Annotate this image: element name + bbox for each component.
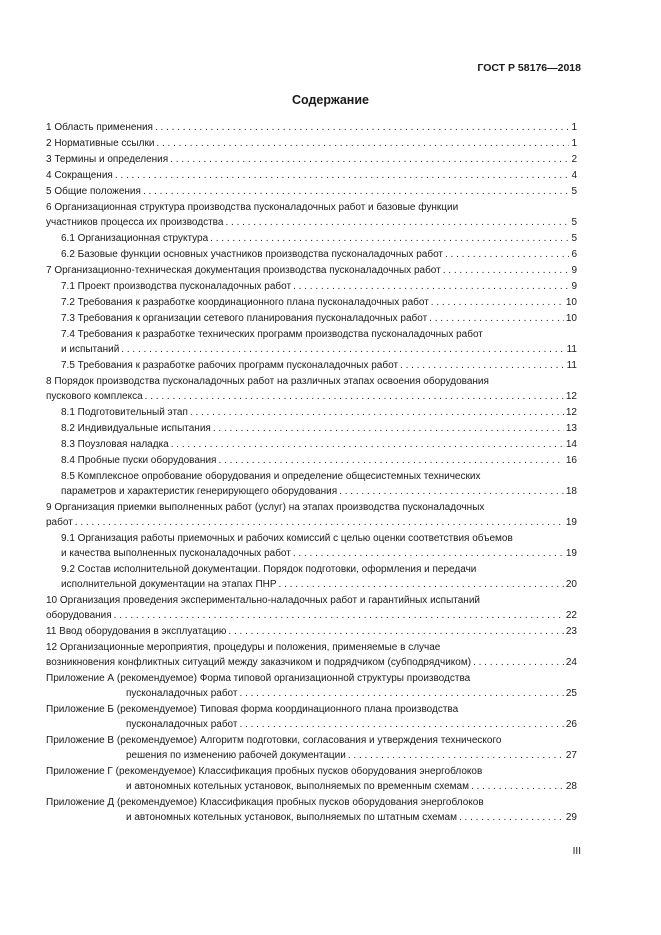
toc-entry-8-3[interactable] [46,437,577,452]
toc-entry-label: Приложение Д (рекомендуемое) Классификация пробных пусков оборудования энергоблоков [46,797,484,808]
toc-entry-11[interactable] [46,624,577,639]
toc-page-number: 12 [565,391,577,402]
dot-leader [170,152,569,167]
dot-leader [228,624,563,639]
dot-leader [348,748,564,763]
toc-entry-label: 7.4 Требования к разработке технических программ производства пусконаладочных работ [61,329,483,340]
dot-leader [218,453,563,468]
dot-leader [293,546,564,561]
toc-page-number: 13 [565,423,577,434]
page-title: Содержание [291,93,369,107]
dot-leader [143,184,570,199]
dot-leader [155,120,569,135]
toc-entry-8-4[interactable] [46,453,577,468]
dot-leader [431,295,564,310]
toc-entry-9-1[interactable] [46,531,577,561]
toc-entry-7-3[interactable] [46,311,577,326]
toc-entry-label-cont: работ [46,517,73,528]
toc-entry-label: 9 Организация приемки выполненных работ (услуг) на этапах производства пусконаладочных [46,502,485,513]
toc-entry-label: 6 Организационная структура производства пусконаладочных работ и базовые функции [46,202,459,213]
toc-entry-label: 7.3 Требования к организации сетевого планирования пусконаладочных работ [61,313,428,324]
toc-entry-appendix-v[interactable] [46,733,577,763]
toc-entry-label-cont: и испытаний [61,344,120,355]
toc-entry-label: 9.2 Состав исполнительной документации. Порядок подготовки, оформления и передачи [61,564,477,575]
dot-leader [190,405,564,420]
toc-entry-label-cont: параметров и характеристик генерирующего оборудования [61,486,338,497]
dot-leader [171,437,564,452]
toc-entry-label: 7 Организационно-техническая документация производства пусконаладочных работ [46,265,441,276]
document-standard-number: ГОСТ Р 58176—2018 [477,62,581,74]
toc-entry-9-2[interactable] [46,562,577,592]
table-of-contents [46,120,577,826]
toc-entry-label: 10 Организация проведения экспериментально-наладочных работ и гарантийных испытаний [46,595,480,606]
toc-entry-label-cont: пусконаладочных работ [126,688,238,699]
toc-entry-label-cont: возникновения конфликтных ситуаций между заказчиком и подрядчиком (субподрядчиком) [46,657,472,668]
dot-leader [400,358,565,373]
toc-page-number: 10 [565,313,577,324]
dot-leader [339,484,564,499]
dot-leader [213,421,564,436]
toc-entry-7-2[interactable] [46,295,577,310]
toc-entry-label: 8.1 Подготовительный этап [61,407,188,418]
toc-page-number: 29 [565,812,577,823]
toc-page-number: 18 [565,486,577,497]
toc-entry-7-1[interactable] [46,279,577,294]
toc-entry-8-1[interactable] [46,405,577,420]
dot-leader [75,515,564,530]
toc-entry-label: Приложение Г (рекомендуемое) Классификация пробных пусков оборудования энергоблоков [46,766,483,777]
dot-leader [239,717,563,732]
toc-entry-label: 8 Порядок производства пусконаладочных работ на различных этапах освоения оборудования [46,376,489,387]
dot-leader [239,686,563,701]
toc-entry-3[interactable] [46,152,577,167]
toc-entry-7-4[interactable] [46,327,577,357]
dot-leader [210,231,569,246]
toc-entry-label: 5 Общие положения [46,186,141,197]
toc-entry-label-cont: пускового комплекса [46,391,143,402]
toc-entry-9[interactable] [46,500,577,530]
toc-page-number: 10 [565,297,577,308]
toc-page-number: 14 [565,439,577,450]
dot-leader [473,655,564,670]
toc-entry-1[interactable] [46,120,577,135]
dot-leader [114,608,564,623]
dot-leader [156,136,569,151]
toc-page-number: 25 [565,688,577,699]
toc-page-number: 19 [565,517,577,528]
toc-page-number: 24 [565,657,577,668]
toc-entry-label-cont: и автономных котельных установок, выполняемых по временным схемам [126,781,469,792]
toc-page-number: 22 [565,610,577,621]
page-number: III [572,846,581,857]
toc-page-number: 27 [565,750,577,761]
toc-entry-label: 3 Термины и определения [46,154,169,165]
toc-entry-label-cont: и качества выполненных пусконаладочных работ [61,548,291,559]
toc-page-number: 28 [565,781,577,792]
toc-page-number: 11 [566,360,577,371]
toc-entry-label-cont: оборудования [46,610,112,621]
toc-page-number: 11 [566,344,577,355]
toc-entry-label-cont: и автономных котельных установок, выполняемых по штатным схемам [126,812,457,823]
toc-page-number: 2 [571,154,577,165]
toc-page-number: 1 [571,122,577,133]
dot-leader [225,215,569,230]
toc-entry-label-cont: участников процесса их производства [46,217,224,228]
toc-entry-label: 7.2 Требования к разработке координационного плана пусконаладочных работ [61,297,429,308]
dot-leader [145,389,564,404]
toc-page-number: 9 [571,281,577,292]
toc-entry-7[interactable] [46,263,577,278]
toc-entry-4[interactable] [46,168,577,183]
toc-entry-8-2[interactable] [46,421,577,436]
toc-entry-label: Приложение Б (рекомендуемое) Типовая форма координационного плана производства [46,704,459,715]
dot-leader [471,779,564,794]
toc-entry-appendix-b[interactable] [46,702,577,732]
toc-entry-appendix-d[interactable] [46,795,577,825]
toc-entry-label: 6.1 Организационная структура [61,233,209,244]
toc-entry-label: 8.4 Пробные пуски оборудования [61,455,217,466]
dot-leader [115,168,570,183]
toc-page-number: 5 [571,186,577,197]
dot-leader [279,577,564,592]
toc-entry-label-cont: пусконаладочных работ [126,719,238,730]
toc-page-number: 23 [565,626,577,637]
toc-page-number: 5 [571,233,577,244]
toc-entry-7-5[interactable] [46,358,577,373]
toc-entry-label: 6.2 Базовые функции основных участников производства пусконаладочных работ [61,249,443,260]
toc-page-number: 9 [571,265,577,276]
toc-entry-8-5[interactable] [46,469,577,499]
toc-entry-appendix-g[interactable] [46,764,577,794]
toc-entry-label: 4 Сокращения [46,170,113,181]
toc-page-number: 4 [571,170,577,181]
dot-leader [445,247,569,262]
toc-entry-12[interactable] [46,640,577,670]
toc-page-number: 12 [565,407,577,418]
toc-page-number: 5 [571,217,577,228]
toc-entry-8[interactable] [46,374,577,404]
toc-entry-5[interactable] [46,184,577,199]
toc-entry-label: 12 Организационные мероприятия, процедуры и положения, применяемые в случае [46,642,441,653]
toc-entry-label: 1 Область применения [46,122,153,133]
toc-entry-label: Приложение В (рекомендуемое) Алгоритм подготовки, согласования и утверждения технического [46,735,502,746]
dot-leader [293,279,569,294]
toc-entry-label: Приложение А (рекомендуемое) Форма типовой организационной структуры производства [46,673,471,684]
toc-entry-6-2[interactable] [46,247,577,262]
toc-page-number: 16 [565,455,577,466]
toc-entry-6[interactable] [46,200,577,230]
toc-entry-label: 8.2 Индивидуальные испытания [61,423,211,434]
toc-entry-label: 2 Нормативные ссылки [46,138,155,149]
toc-entry-10[interactable] [46,593,577,623]
toc-page-number: 20 [565,579,577,590]
toc-entry-label-cont: исполнительной документации на этапах ПНР [61,579,277,590]
dot-leader [459,810,564,825]
dot-leader [443,263,570,278]
toc-entry-label-cont: решения по изменению рабочей документации [126,750,346,761]
dot-leader [121,342,564,357]
toc-entry-appendix-a[interactable] [46,671,577,701]
toc-entry-label: 7.5 Требования к разработке рабочих программ пусконаладочных работ [61,360,399,371]
toc-entry-label: 11 Ввод оборудования в эксплуатацию [46,626,227,637]
toc-page-number: 26 [565,719,577,730]
toc-entry-6-1[interactable] [46,231,577,246]
toc-page-number: 6 [571,249,577,260]
toc-entry-label: 8.5 Комплексное опробование оборудования и определение общесистемных технических [61,471,481,482]
dot-leader [429,311,564,326]
toc-entry-label: 9.1 Организация работы приемочных и рабочих комиссий с целью оценки соответствия объемов [61,533,513,544]
toc-page-number: 1 [571,138,577,149]
toc-page-number: 19 [565,548,577,559]
toc-entry-2[interactable] [46,136,577,151]
toc-entry-label: 8.3 Поузловая наладка [61,439,169,450]
toc-entry-label: 7.1 Проект производства пусконаладочных работ [61,281,292,292]
